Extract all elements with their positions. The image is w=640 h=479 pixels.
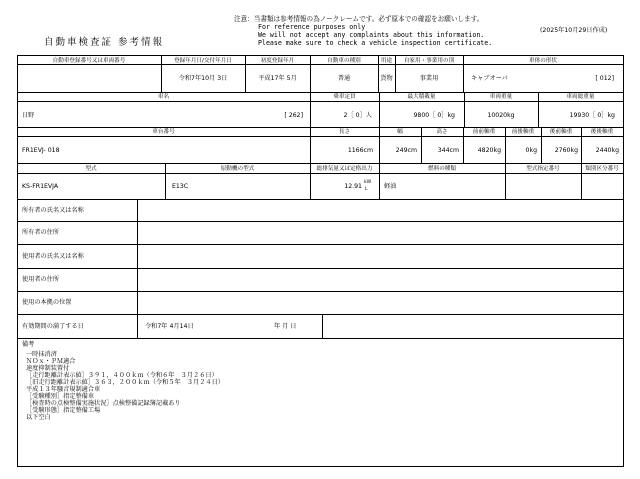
value-chassis-number: FR1EVJ- 018 — [22, 147, 60, 154]
value-body-shape: キャブオーバ — [471, 75, 508, 82]
label-registration-date: 登録年月日/交付年月日 — [174, 58, 232, 64]
label-use: 用途 — [380, 58, 393, 64]
label-registration-number: 自動車登録番号又は車両番号 — [52, 58, 126, 64]
label-front-front-axle: 前前軸重 — [472, 129, 496, 135]
label-model-designation-number: 型式指定番号 — [526, 166, 560, 172]
value-height: 344cm — [437, 147, 459, 154]
blank-date-field: 年 月 日 — [274, 323, 297, 330]
value-capacity: 2［ 0］人 — [343, 112, 372, 119]
label-fuel-type: 燃料の種類 — [428, 166, 456, 172]
label-owner-address: 所有者の住所 — [22, 229, 60, 236]
label-private-business: 自家用・事業用の別 — [403, 58, 455, 64]
value-displacement-unit-kw: kW — [364, 180, 372, 185]
label-rear-rear-axle: 後後軸重 — [590, 129, 614, 135]
notice-line-2: For reference purposes only — [258, 23, 366, 31]
label-width: 幅 — [397, 129, 403, 135]
label-engine-model: 原動機の型式 — [220, 166, 255, 172]
value-engine-model: E13C — [172, 183, 189, 190]
label-displacement: 総排気量又は定格出力 — [316, 166, 373, 172]
label-max-load: 最大積載量 — [407, 94, 436, 100]
value-gross-weight: 19930［ 0］kg — [569, 112, 615, 119]
notes-line: ［旧走行距離計表示値］３６３，２００ｋｍ（令和５年 ３月２４日） — [26, 379, 224, 386]
label-maker: 車名 — [157, 94, 170, 100]
value-maker-code: [ 262] — [284, 112, 303, 119]
label-vehicle-weight: 車両重量 — [489, 94, 513, 100]
value-first-registration: 平成17年 5月 — [258, 75, 297, 82]
label-model: 型式 — [85, 166, 97, 172]
notice-line-4: Please make sure to check a vehicle inspection certificate. — [258, 39, 493, 47]
notes-line: ＮＯｘ・ＰＭ適合 — [26, 358, 76, 365]
notes-line: 以下空白 — [26, 414, 51, 421]
value-max-load: 9800［ 0］kg — [413, 112, 455, 119]
label-chassis-number: 車台番号 — [152, 129, 175, 135]
value-front-rear-axle: 0kg — [525, 147, 537, 154]
value-rear-front-axle: 2760kg — [554, 147, 578, 154]
label-expiry-date: 有効期間の満了する日 — [22, 323, 84, 330]
label-front-rear-axle: 前後軸重 — [511, 129, 535, 135]
notes-line: 速度抑制装置付 — [26, 365, 70, 372]
value-fuel-type: 軽油 — [384, 183, 397, 190]
value-private-business: 事業用 — [419, 75, 439, 82]
value-front-front-axle: 4820kg — [477, 147, 501, 154]
label-length: 長さ — [338, 129, 351, 135]
label-user-name: 使用者の氏名又は名称 — [22, 253, 84, 260]
label-height: 高さ — [436, 129, 448, 135]
notes-line: ［検査時の点検整備実施状況］点検整備記録簿記載あり — [26, 400, 181, 407]
label-first-registration: 初度登録年月 — [260, 58, 295, 64]
value-length: 1166cm — [347, 147, 373, 154]
label-category-number: 類別区分番号 — [585, 166, 619, 172]
value-vehicle-kind: 普通 — [337, 75, 351, 82]
value-body-code: [ 012] — [595, 75, 614, 82]
value-displacement-unit-l: L — [365, 187, 368, 192]
label-rear-front-axle: 後前軸重 — [549, 129, 573, 135]
label-base-location: 使用の本拠の位置 — [22, 299, 72, 306]
value-width: 249cm — [395, 147, 417, 154]
notes-line: ［受験種別］指定整備車 — [26, 393, 95, 400]
value-model: KS-FR1EVJA — [22, 183, 59, 190]
label-body-shape: 車体の形状 — [529, 58, 557, 64]
label-user-address: 使用者の住所 — [22, 276, 60, 283]
document-title: 自動車検査証 参考情報 — [44, 37, 165, 48]
label-notes: 備考 — [22, 341, 35, 348]
label-capacity: 乗車定員 — [333, 94, 356, 100]
value-maker: 日野 — [22, 112, 35, 119]
value-displacement: 12.91 — [344, 183, 362, 190]
label-vehicle-kind: 自動車の種別 — [327, 58, 361, 64]
value-vehicle-weight: 10020kg — [487, 112, 515, 119]
value-registration-date: 令和7年10月 3日 — [178, 75, 228, 82]
value-use: 貨物 — [380, 75, 393, 82]
notice-line-1: 注意：当書類は参考情報の為ノークレームです。必ず原本での確認をお願いします。 — [234, 15, 484, 23]
notes-line: 平成１３年騒音規制適合車 — [26, 386, 101, 393]
notes-line: 一時抹消済 — [26, 351, 57, 358]
value-rear-rear-axle: 2440kg — [595, 147, 619, 154]
notes-line: ［受験形態］指定整備工場 — [26, 407, 101, 414]
label-gross-weight: 車両総重量 — [566, 94, 595, 100]
notice-line-3: We will not accept any complaints about this information. — [258, 31, 485, 39]
notes-line: ［走行距離計表示値］３９１，４００ｋｍ（令和６年 ３月２６日） — [26, 372, 218, 379]
label-owner-name: 所有者の氏名又は名称 — [22, 207, 84, 214]
created-date: (2025年10月29日作成) — [540, 27, 608, 34]
value-expiry-date: 令和7年 4月14日 — [145, 323, 194, 330]
